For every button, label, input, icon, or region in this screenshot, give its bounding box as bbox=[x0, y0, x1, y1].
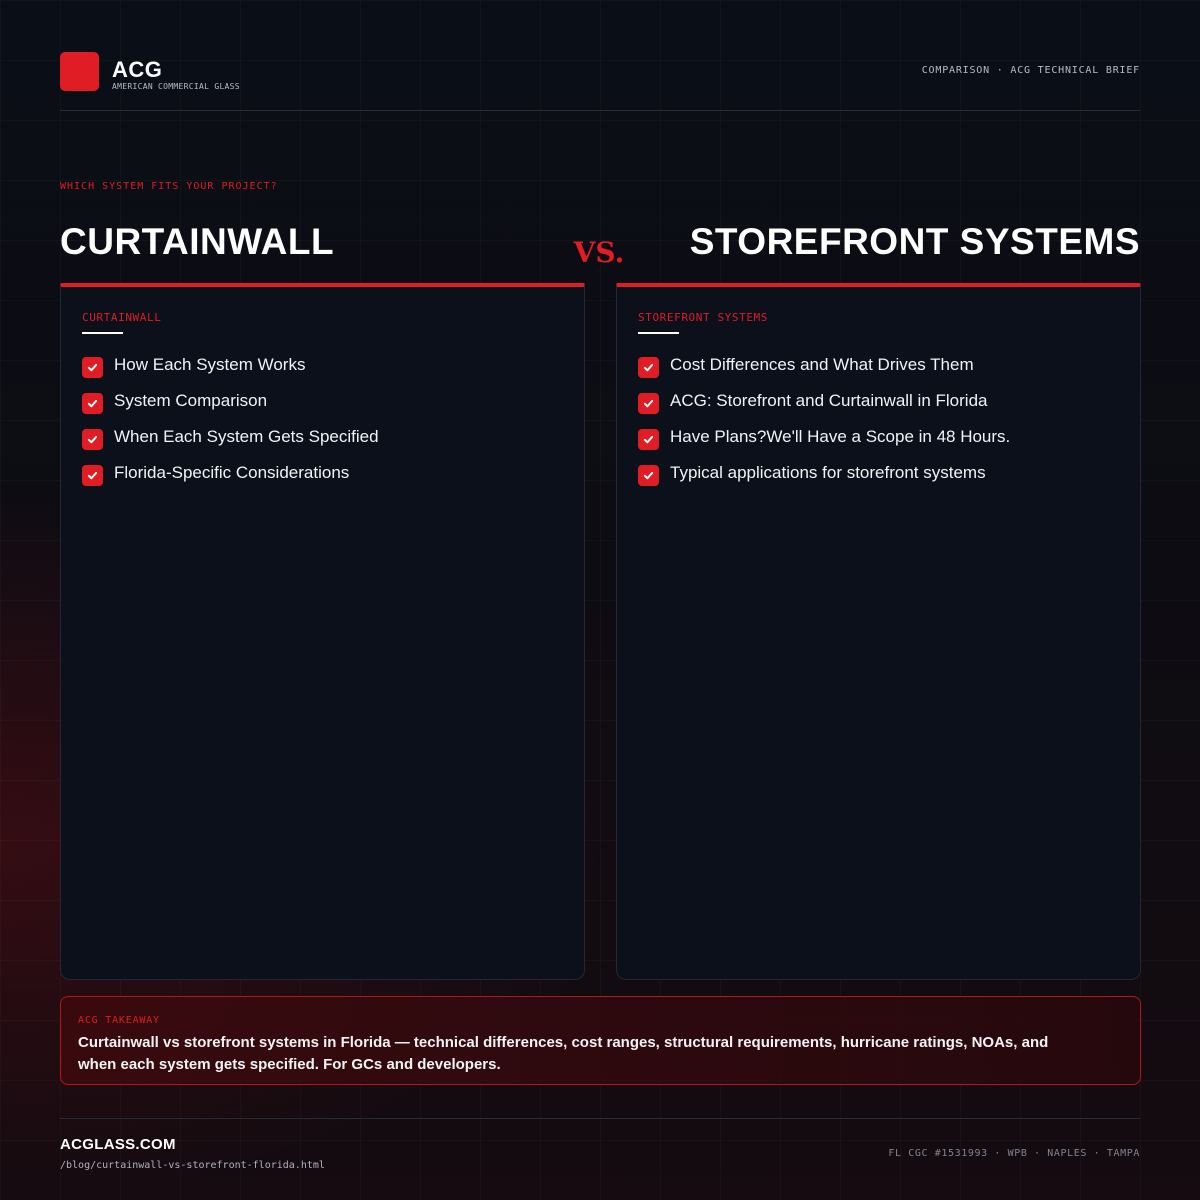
list-item bbox=[638, 426, 1010, 462]
site-link[interactable]: ACGLASS.COM bbox=[60, 1136, 176, 1153]
list-item-label: Have Plans?We'll Have a Scope in 48 Hours. bbox=[670, 427, 1011, 446]
list-item bbox=[638, 462, 1010, 498]
curtainwall-card bbox=[60, 283, 585, 980]
checklist bbox=[82, 354, 379, 498]
list-item-label: How Each System Works bbox=[114, 355, 306, 374]
list-item bbox=[638, 390, 1010, 426]
check-icon bbox=[638, 465, 659, 486]
check-icon bbox=[638, 429, 659, 450]
list-item bbox=[82, 426, 379, 462]
check-icon bbox=[638, 393, 659, 414]
check-icon bbox=[638, 357, 659, 378]
card-label: STOREFRONT SYSTEMS bbox=[638, 311, 769, 324]
checklist bbox=[638, 354, 1010, 498]
right-title: STOREFRONT SYSTEMS bbox=[689, 221, 1140, 262]
list-item-label: Cost Differences and What Drives Them bbox=[670, 355, 974, 374]
card-underline bbox=[82, 332, 123, 334]
list-item bbox=[82, 354, 379, 390]
list-item-label: When Each System Gets Specified bbox=[114, 427, 379, 446]
list-item-label: ACG: Storefront and Curtainwall in Florida bbox=[670, 391, 988, 410]
check-icon bbox=[82, 465, 103, 486]
card-label: CURTAINWALL bbox=[82, 311, 162, 324]
header bbox=[60, 52, 1140, 92]
header-divider bbox=[60, 110, 1140, 111]
takeaway-label: ACG TAKEAWAY bbox=[78, 1015, 160, 1026]
list-item bbox=[82, 390, 379, 426]
brand-subtitle: AMERICAN COMMERCIAL GLASS bbox=[112, 82, 240, 91]
list-item-label: Florida-Specific Considerations bbox=[114, 463, 350, 482]
check-icon bbox=[82, 429, 103, 450]
vs-label: VS. bbox=[573, 236, 625, 269]
list-item-label: System Comparison bbox=[114, 391, 268, 410]
takeaway-box bbox=[60, 996, 1141, 1085]
storefront-card bbox=[616, 283, 1141, 980]
logo-mark[interactable] bbox=[60, 52, 99, 91]
list-item bbox=[82, 462, 379, 498]
header-label: COMPARISON · ACG TECHNICAL BRIEF bbox=[921, 65, 1140, 76]
brand-name[interactable]: ACG bbox=[112, 57, 163, 82]
card-underline bbox=[638, 332, 679, 334]
footer-divider bbox=[60, 1118, 1140, 1119]
left-title: CURTAINWALL bbox=[60, 221, 335, 262]
license-locations: FL CGC #1531993 · WPB · NAPLES · TAMPA bbox=[888, 1148, 1140, 1159]
check-icon bbox=[82, 357, 103, 378]
list-item bbox=[638, 354, 1010, 390]
page-path: /blog/curtainwall-vs-storefront-florida.html bbox=[60, 1160, 325, 1171]
takeaway-text: Curtainwall vs storefront systems in Florida — technical differences, cost ranges, structural requirements, hurricane ratings, NOAs, and when each system gets specified. For GCs and developers. bbox=[78, 1034, 1049, 1073]
list-item-label: Typical applications for storefront systems bbox=[670, 463, 986, 482]
eyebrow: WHICH SYSTEM FITS YOUR PROJECT? bbox=[60, 181, 278, 192]
check-icon bbox=[82, 393, 103, 414]
